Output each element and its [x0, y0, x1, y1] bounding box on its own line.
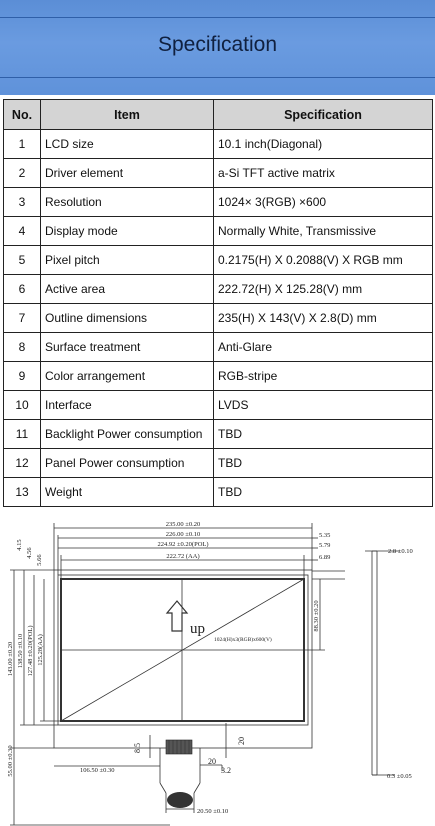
dim-20-horizontal: 20: [208, 757, 216, 766]
dim-aa-height: 125.28(AA): [37, 634, 44, 666]
row-spec: 235(H) X 143(V) X 2.8(D) mm: [214, 304, 433, 333]
row-number: 11: [4, 420, 41, 449]
table-row: [4, 391, 433, 420]
table-row: [4, 478, 433, 507]
spec-table: [3, 99, 433, 507]
header-rule-top: [0, 17, 435, 18]
dim-415: 4.15: [16, 539, 23, 551]
row-item: Surface treatment: [41, 333, 214, 362]
row-item: Color arrangement: [41, 362, 214, 391]
row-item: Panel Power consumption: [41, 449, 214, 478]
table-row: [4, 362, 433, 391]
table-row: [4, 246, 433, 275]
dim-689: 6.89: [319, 554, 331, 561]
fpc-gold-finger: [167, 792, 193, 808]
row-spec: Normally White, Transmissive: [214, 217, 433, 246]
dim-566: 5.66: [36, 554, 43, 566]
row-spec: Anti-Glare: [214, 333, 433, 362]
table-row: [4, 159, 433, 188]
resolution-note: 1024(H)x3(RGB)x600(V): [214, 637, 272, 643]
row-item: Pixel pitch: [41, 246, 214, 275]
row-number: 5: [4, 246, 41, 275]
row-number: 10: [4, 391, 41, 420]
row-item: Backlight Power consumption: [41, 420, 214, 449]
table-row: [4, 304, 433, 333]
row-number: 12: [4, 449, 41, 478]
column-header-no: No.: [4, 100, 41, 130]
row-number: 6: [4, 275, 41, 304]
dim-pol-height: 127.48 ±0.20(POL): [27, 625, 34, 677]
dim-2050: 20.50 ±0.10: [197, 808, 229, 815]
row-spec: 1024× 3(RGB) ×600: [214, 188, 433, 217]
row-item: Active area: [41, 275, 214, 304]
row-number: 8: [4, 333, 41, 362]
up-label: up: [190, 621, 205, 637]
header-banner: [0, 0, 435, 95]
row-item: Display mode: [41, 217, 214, 246]
row-number: 3: [4, 188, 41, 217]
row-item: Driver element: [41, 159, 214, 188]
table-row: [4, 275, 433, 304]
row-spec: 222.72(H) X 125.28(V) mm: [214, 275, 433, 304]
dim-aa-width: 222.72 (AA): [166, 553, 200, 560]
dim-8830: 88.30 ±0.20: [313, 600, 320, 632]
page-title: Specification: [157, 33, 278, 56]
mechanical-drawing: [0, 513, 435, 826]
row-spec: RGB-stripe: [214, 362, 433, 391]
dim-outline-height: 143.00 ±0.20: [7, 641, 14, 677]
dim-5500: 55.00 ±0.30: [7, 745, 14, 777]
dim-03: 0.3 ±0.05: [387, 773, 412, 780]
dim-20-vertical: 20: [237, 737, 246, 745]
row-number: 2: [4, 159, 41, 188]
column-header-spec: Specification: [214, 100, 433, 130]
dim-579: 5.79: [319, 542, 331, 549]
dim-pol-width: 224.92 ±0.20(POL): [157, 541, 209, 548]
table-row: [4, 333, 433, 362]
row-spec: TBD: [214, 420, 433, 449]
table-header-row: [4, 100, 433, 130]
table-row: [4, 130, 433, 159]
row-spec: 10.1 inch(Diagonal): [214, 130, 433, 159]
table-row: [4, 188, 433, 217]
dim-85: 8.5: [133, 743, 142, 753]
dim-32: 3.2: [221, 766, 231, 775]
row-item: Outline dimensions: [41, 304, 214, 333]
row-spec: TBD: [214, 478, 433, 507]
table-row: [4, 449, 433, 478]
dim-thickness: 2.8 ±0.10: [388, 548, 413, 555]
row-spec: a-Si TFT active matrix: [214, 159, 433, 188]
row-spec: 0.2175(H) X 0.2088(V) X RGB mm: [214, 246, 433, 275]
dim-535: 5.35: [319, 532, 331, 539]
column-header-item: Item: [41, 100, 214, 130]
table-row: [4, 420, 433, 449]
row-spec: LVDS: [214, 391, 433, 420]
row-number: 1: [4, 130, 41, 159]
table-row: [4, 217, 433, 246]
row-item: Interface: [41, 391, 214, 420]
dim-10650: 106.50 ±0.30: [80, 767, 115, 774]
row-number: 4: [4, 217, 41, 246]
dim-226: 226.00 ±0.10: [165, 531, 201, 538]
row-number: 9: [4, 362, 41, 391]
row-item: Resolution: [41, 188, 214, 217]
row-item: Weight: [41, 478, 214, 507]
header-rule-bottom: [0, 77, 435, 78]
row-item: LCD size: [41, 130, 214, 159]
dim-outline-width: 235.00 ±0.20: [165, 521, 201, 528]
row-number: 13: [4, 478, 41, 507]
dim-13850: 138.50 ±0.10: [17, 633, 24, 669]
dim-456: 4.56: [26, 547, 33, 559]
row-spec: TBD: [214, 449, 433, 478]
row-number: 7: [4, 304, 41, 333]
connector-pattern: [166, 740, 192, 754]
